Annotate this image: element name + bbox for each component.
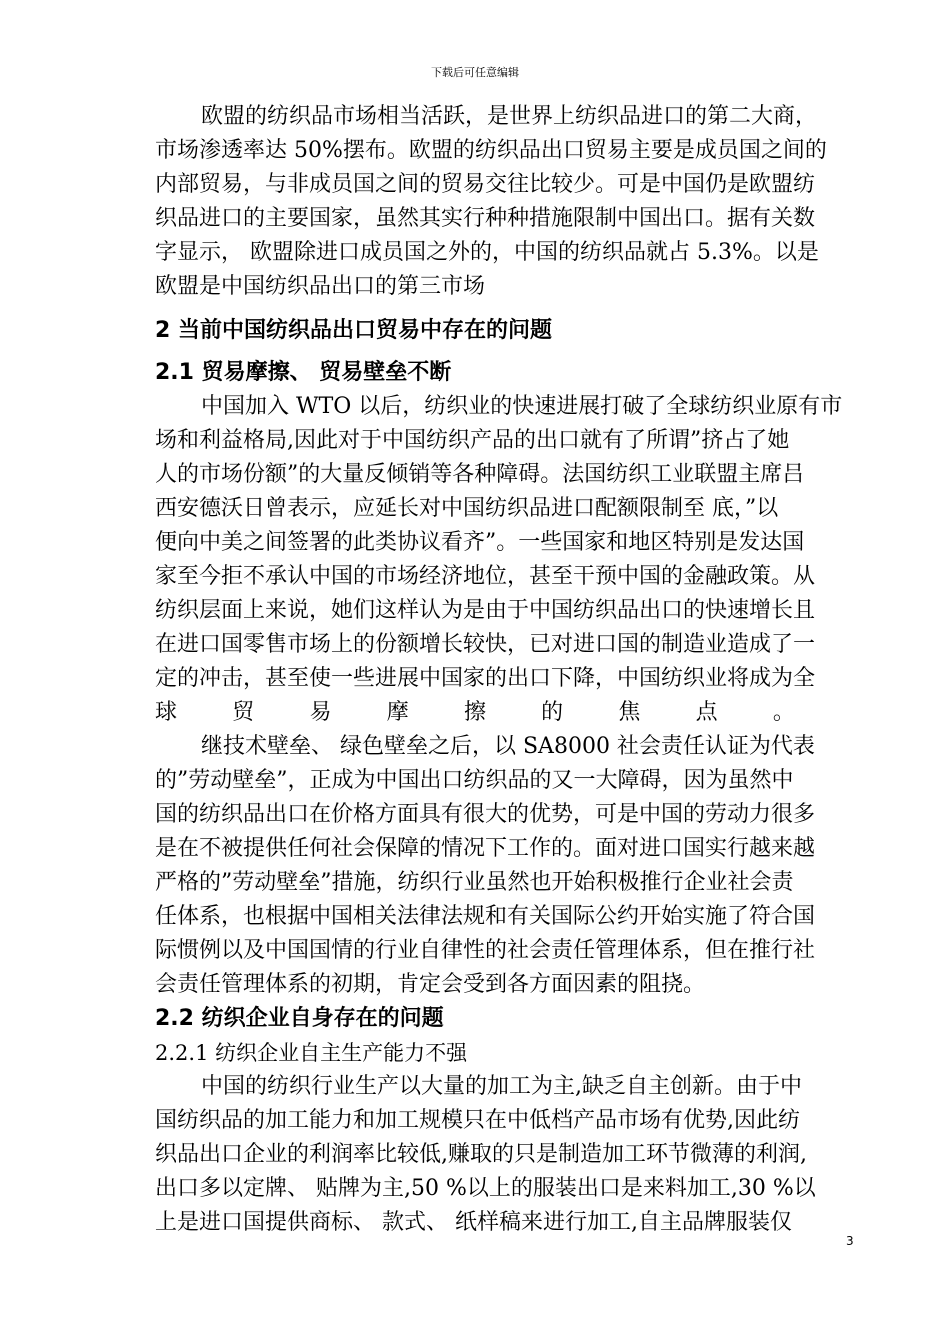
spread-char: 贸 xyxy=(232,700,255,725)
text-line: 际惯例以及中国国情的行业自律性的社会责任管理体系，但在推行社 xyxy=(155,938,816,963)
text-line: 织品进口的主要国家，虽然其实行种种措施限制中国出口。据有关数 xyxy=(155,206,816,231)
paragraph-eu-market xyxy=(155,100,860,304)
text-line: 欧盟是中国纺织品出口的第三市场 xyxy=(155,274,486,299)
section-heading-2: 2 当前中国纺织品出口贸易中存在的问题 xyxy=(155,318,552,343)
spread-char: 易 xyxy=(309,700,332,725)
spread-char: 点 xyxy=(695,700,718,725)
text-line: 定的冲击，甚至使一些进展中国家的出口下降，中国纺织业将成为全 xyxy=(155,666,816,691)
text-line: 织品出口企业的利润率比较低,赚取的只是制造加工环节微薄的利润, xyxy=(155,1142,807,1167)
paragraph-trade-friction xyxy=(155,390,860,696)
text-line: 出口多以定牌、 贴牌为主,50 %以上的服装出口是来料加工,30 %以 xyxy=(155,1176,816,1201)
text-line: 纺织层面上来说，她们这样认为是由于中国纺织品出口的快速增长且 xyxy=(155,598,816,623)
text-line: 家至今拒不承认中国的市场经济地位，甚至干预中国的金融政策。从 xyxy=(155,564,816,589)
text-line: 任体系，也根据中国相关法律法规和有关国际公约开始实施了符合国 xyxy=(155,904,816,929)
text-line: 上是进口国提供商标、 款式、 纸样稿来进行加工,自主品牌服装仅 xyxy=(155,1210,792,1235)
text-line: 场和利益格局,因此对于中国纺织产品的出口就有了所谓”挤占了她 xyxy=(155,428,790,453)
text-line: 国的纺织品出口在价格方面具有很大的优势，可是中国的劳动力很多 xyxy=(155,802,816,827)
text-line: 会责任管理体系的初期，肯定会受到各方面因素的阻挠。 xyxy=(155,972,706,997)
text-line: 中国的纺织行业生产以大量的加工为主,缺乏自主创新。由于中 xyxy=(201,1074,802,1099)
section-heading-2-1: 2.1 贸易摩擦、 贸易壁垒不断 xyxy=(155,360,452,385)
section-heading-2-2-1: 2.2.1 纺织企业自主生产能力不强 xyxy=(155,1041,468,1065)
text-line: 继技术壁垒、 绿色壁垒之后，以 SA8000 社会责任认证为代表 xyxy=(201,734,815,759)
text-line: 人的市场份额”的大量反倾销等各种障碍。法国纺织工业联盟主席吕 xyxy=(155,462,805,487)
spread-char: 焦 xyxy=(618,700,641,725)
text-line: 的”劳动壁垒”，正成为中国出口纺织品的又一大障碍，因为虽然中 xyxy=(155,768,794,793)
text-line: 内部贸易，与非成员国之间的贸易交往比较少。可是中国仍是欧盟纺 xyxy=(155,172,816,197)
text-line: 字显示， 欧盟除进口成员国之外的，中国的纺织品就占 5.3%。以是 xyxy=(155,240,819,265)
paragraph-labor-barrier xyxy=(155,730,860,1002)
text-line-spread xyxy=(155,696,795,730)
text-line: 西安德沃日曾表示，应延长对中国纺织品进口配额限制至 底，”以 xyxy=(155,496,779,521)
text-line: 严格的”劳动壁垒”措施，纺织行业虽然也开始积极推行企业社会责 xyxy=(155,870,794,895)
text-line: 市场渗透率达 50%摆布。欧盟的纺织品出口贸易主要是成员国之间的 xyxy=(155,138,827,163)
text-line: 欧盟的纺织品市场相当活跃，是世界上纺织品进口的第二大商， xyxy=(201,104,818,129)
page-number: 3 xyxy=(846,1234,854,1248)
text-line: 是在不被提供任何社会保障的情况下工作的。面对进口国实行越来越 xyxy=(155,836,816,861)
text-line: 国纺织品的加工能力和加工规模只在中低档产品市场有优势,因此纺 xyxy=(155,1108,800,1133)
spread-char: 擦 xyxy=(463,700,486,725)
spread-char: 的 xyxy=(541,700,564,725)
text-line: 中国加入 WTO 以后，纺织业的快速进展打破了全球纺织业原有市 xyxy=(201,394,843,419)
spread-char: 摩 xyxy=(386,700,409,725)
text-line: 便向中美之间签署的此类协议看齐”。一些国家和地区特别是发达国 xyxy=(155,530,805,555)
spread-char: 球 xyxy=(155,700,178,725)
paragraph-production-capacity xyxy=(155,1070,860,1240)
section-heading-2-2: 2.2 纺织企业自身存在的问题 xyxy=(155,1006,444,1031)
header-note: 下载后可任意编辑 xyxy=(431,66,519,79)
spread-char: 。 xyxy=(772,700,795,725)
text-line: 在进口国零售市场上的份额增长较快，已对进口国的制造业造成了一 xyxy=(155,632,816,657)
document-body xyxy=(155,100,860,1240)
